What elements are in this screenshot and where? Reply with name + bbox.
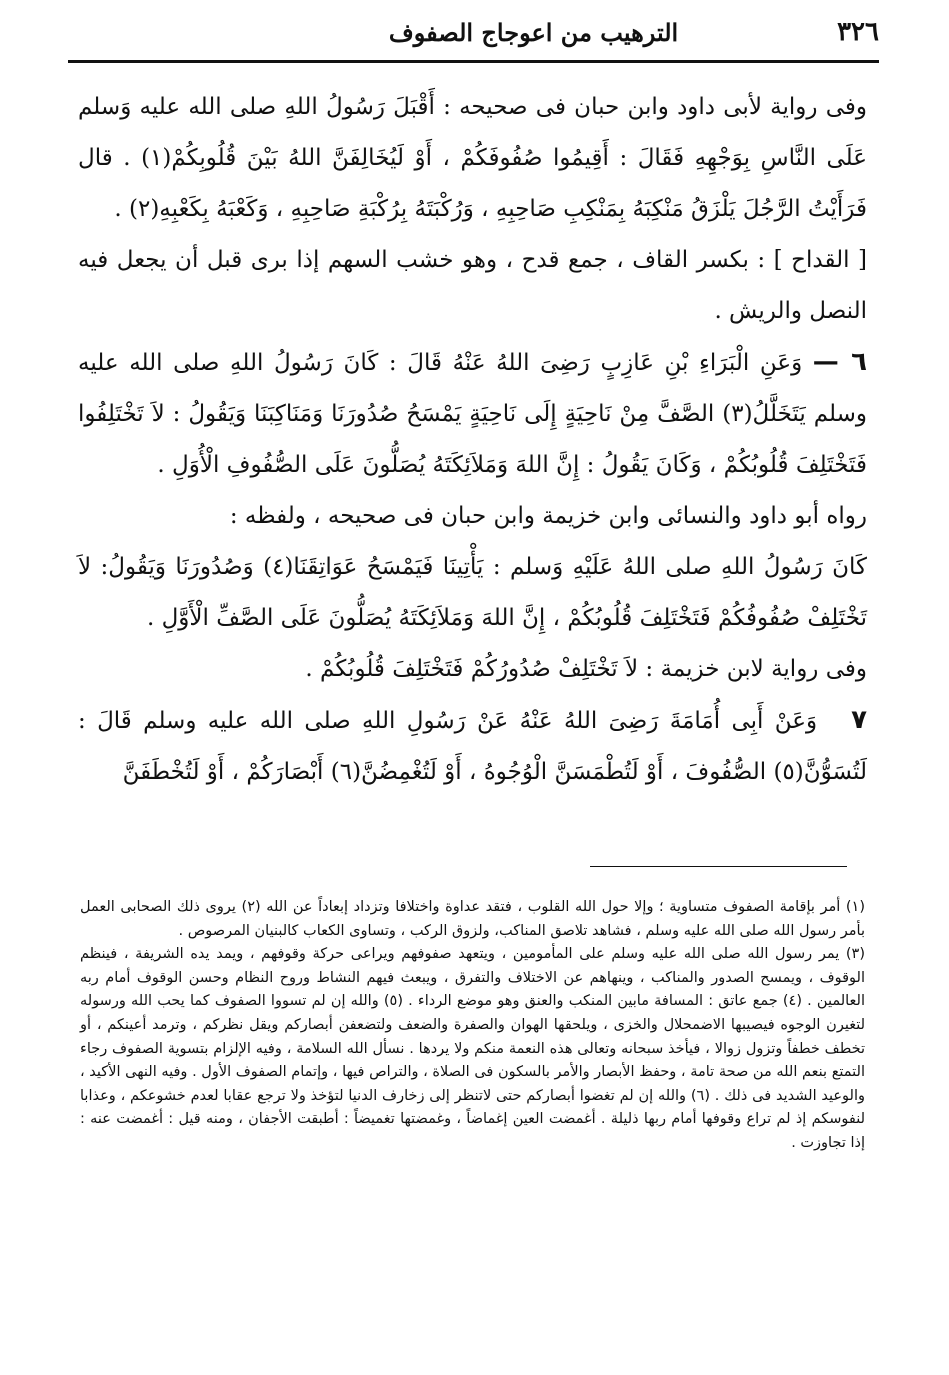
hadith-number: ٧ xyxy=(851,705,867,735)
footnote-3-6: (٣) يمر رسول الله صلى الله عليه وسلم على المأمومين ، ويتعهد صفوفهم ويراعى حركة وقوفهم ، ويمد يده الشريفة ، فينظم الوقوف ، ويمسح الصدور والمناكب ، وينهاهم عن الاختلاف والتفرق ، ويبعث فيهم النشاط وروح النظام وحسن الوقوف أمام ربه العالمين . (٤) جمع عاتق : المسافة مابين المنكب والعنق وهو موضع الرداء . (٥) والله إن لم تسووا الصفوف كما يحب الله ورسوله لتغيرن الوجوه فيصيبها الاضمحلال والخزى ، ويلحقها الهوان والصفرة والضعف ولتضعفن أبصاركم ويقل نظركم ، وترمد أعينكم ، أو تخطف خطفاً وتزول زوالا ، فيأخذ سبحانه وتعالى هذه النعمة منكم ولا يردها . نسأل الله السلامة ، وفيه الإلزام بتسوية الصفوف رجاء التمتع بنعم الله من صحة تامة ، وحفظ الأبصار والأمر بالسكون فى الصلاة ، والتراص فيها ، وإتمام الصفوف الأول . وفيه النهى الأكيد ، والوعيد الشديد فى ذلك . (٦) والله إن لم تغضوا أبصاركم حتى لاتنظر إلى زخارف الدنيا لتؤخذ ولا ترجع عقابا لعدم خشوعكم ، وعذابا لنفوسكم إذ لم تراع وقوفها أمام ربها ذليلة . أغمضت العين إغماضاً ، وغمضتها تغميضاً : أطبقت الأجفان ، ومنه قيل : أغمضت عنه : إذا تجاوزت . xyxy=(80,946,865,1151)
page-number: ٣٢٦ xyxy=(837,17,879,47)
footnote-rule xyxy=(590,866,847,867)
narration-abu-dawud: وفى رواية لأبى داود وابن حبان فى صحيحه : أَقْبَلَ رَسُولُ اللهِ صلى الله عليه وَسلم عَلَى النَّاسِ بِوَجْهِهِ فَقَالَ : أَقِيمُوا صُفُوفَكُمْ ، أَوْ لَيُخَالِفَنَّ اللهُ بَيْنَ قُلُوبِكُمْ(١) . قال فَرَأَيْتُ الرَّجُلَ يَلْزَقُ مَنْكِبَهُ بِمَنْكِبِ صَاحِبِهِ ، وَرُكْبَتَهُ بِرُكْبَةِ صَاحِبِهِ ، وَكَعْبَهُ بِكَعْبِهِ(٢) . xyxy=(78,94,867,222)
hadith-number: ٦ — xyxy=(812,347,867,377)
footnotes xyxy=(80,896,865,1156)
hadith-6 xyxy=(78,337,867,491)
source-attribution: رواه أبو داود والنسائى وابن خزيمة وابن حبان فى صحيحه ، ولفظه : xyxy=(229,503,867,529)
hadith-text: وَعَنْ أَبِى أُمَامَةَ رَضِىَ اللهُ عَنْهُ عَنْ رَسُولِ اللهِ صلى الله عليه وسلم قَالَ : لَتُسَوُّنَّ(٥) الصُّفُوفَ ، أَوْ لَتُطْمَسَنَّ الْوُجُوهُ ، أَوْ لَتُغْمِضُنَّ(٦) أَبْصَارَكُمْ ، أَوْ لَتُخْطَفَنَّ xyxy=(78,708,867,785)
header-rule xyxy=(68,60,879,63)
hadith-7 xyxy=(78,695,867,798)
main-text xyxy=(78,82,867,798)
running-title: الترهيب من اعوجاج الصفوف xyxy=(388,17,679,47)
footnote-1-2: (١) أمر بإقامة الصفوف متساوية ؛ وإلا حول الله القلوب ، فتقد عداوة واختلافا وتزداد إبعاداً عن الله (٢) يروى ذلك الصحابى العمل بأمر رسول الله صلى الله عليه وسلم ، فشاهد تلاصق المناكب، ولزوق الركب ، وتساوى الكعاب كالبنيان المرصوص . xyxy=(80,899,865,939)
ibn-khuzaymah-narration: وفى رواية لابن خزيمة : لاَ تَخْتَلِفْ صُدُورُكُمْ فَتَخْتَلِفَ قُلُوبُكُمْ . xyxy=(305,656,867,682)
hadith-wording: كَانَ رَسُولُ اللهِ صلى اللهُ عَلَيْهِ وَسلم : يَأْتِينَا فَيَمْسَحُ عَوَاتِقَنَا(٤) وَصُدُورَنَا وَيَقُولُ: لاَ تَخْتَلِفْ صُفُوفُكُمْ فَتَخْتَلِفَ قُلُوبُكُمْ ، إِنَّ اللهَ وَمَلاَئِكَتَهُ يُصَلُّونَ عَلَى الصَّفِّ الْأَوَّلِ . xyxy=(78,554,867,631)
page-header xyxy=(70,8,879,56)
vocabulary-note: [ القداح ] : بكسر القاف ، جمع قدح ، وهو خشب السهم إذا برى قبل أن يجعل فيه النصل والريش . xyxy=(78,247,867,324)
hadith-text: وَعَنِ الْبَرَاءِ بْنِ عَازِبٍ رَضِىَ اللهُ عَنْهُ قَالَ : كَانَ رَسُولُ اللهِ صلى الله عليه وسلم يَتَخَلَّلُ(٣) الصَّفَّ مِنْ نَاحِيَةٍ إِلَى نَاحِيَةٍ يَمْسَحُ صُدُورَنَا وَمَنَاكِبَنَا وَيَقُولُ : لاَ تَخْتَلِفُوا فَتَخْتَلِفَ قُلُوبُكُمْ ، وَكَانَ يَقُولُ : إِنَّ اللهَ وَمَلاَئِكَتَهُ يُصَلُّونَ عَلَى الصُّفُوفِ الْأُوَلِ . xyxy=(78,350,867,478)
